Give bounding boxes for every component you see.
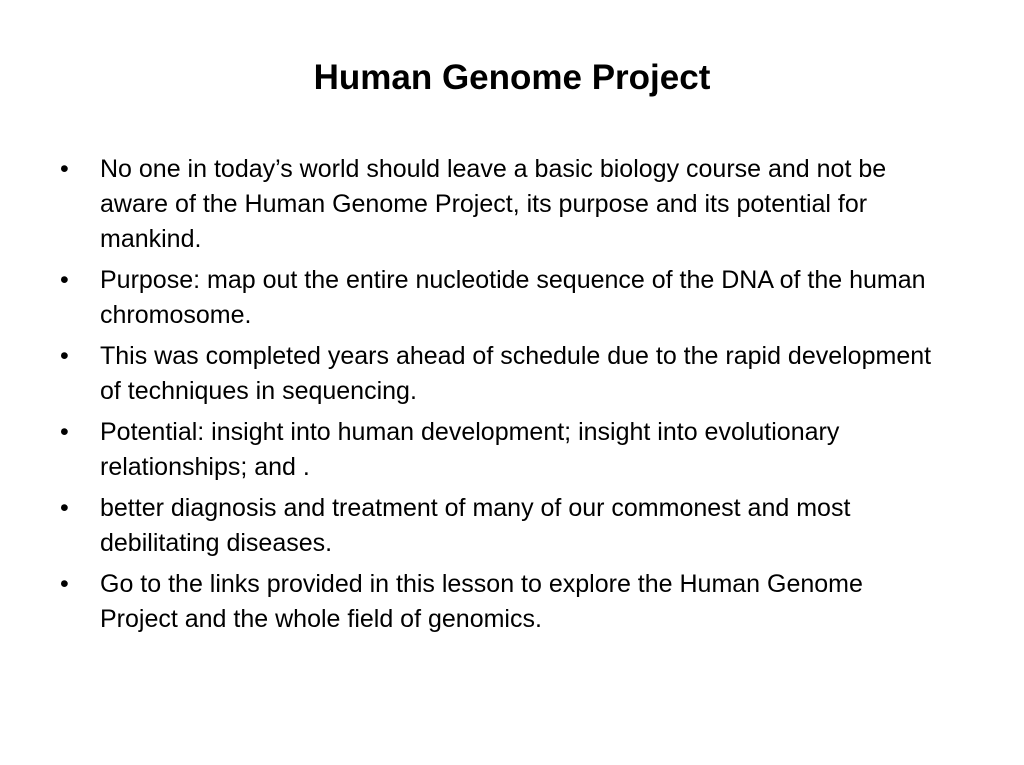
bullet-item [60, 339, 940, 409]
bullet-icon: • [60, 266, 69, 294]
bullet-text: Go to the links provided in this lesson to explore the Human Genome Project and the whole field of genomics. [100, 570, 863, 633]
bullet-text: better diagnosis and treatment of many of our commonest and most debilitating diseases. [100, 494, 851, 557]
bullet-text: No one in today’s world should leave a basic biology course and not be aware of the Human Genome Project, its purpose and its potential for mankind. [100, 155, 887, 253]
bullet-icon: • [60, 155, 69, 183]
bullet-list [60, 152, 940, 643]
bullet-text: This was completed years ahead of schedule due to the rapid development of techniques in sequencing. [100, 342, 932, 405]
bullet-icon: • [60, 570, 69, 598]
bullet-item [60, 491, 940, 561]
bullet-text: Purpose: map out the entire nucleotide sequence of the DNA of the human chromosome. [100, 266, 926, 329]
slide-title: Human Genome Project [313, 58, 711, 97]
bullet-icon: • [60, 494, 69, 522]
bullet-icon: • [60, 342, 69, 370]
bullet-item [60, 567, 940, 637]
bullet-text: Potential: insight into human development; insight into evolutionary relationships; and . [100, 418, 840, 481]
bullet-item [60, 415, 940, 485]
bullet-item [60, 152, 940, 257]
bullet-item [60, 263, 940, 333]
bullet-icon: • [60, 418, 69, 446]
